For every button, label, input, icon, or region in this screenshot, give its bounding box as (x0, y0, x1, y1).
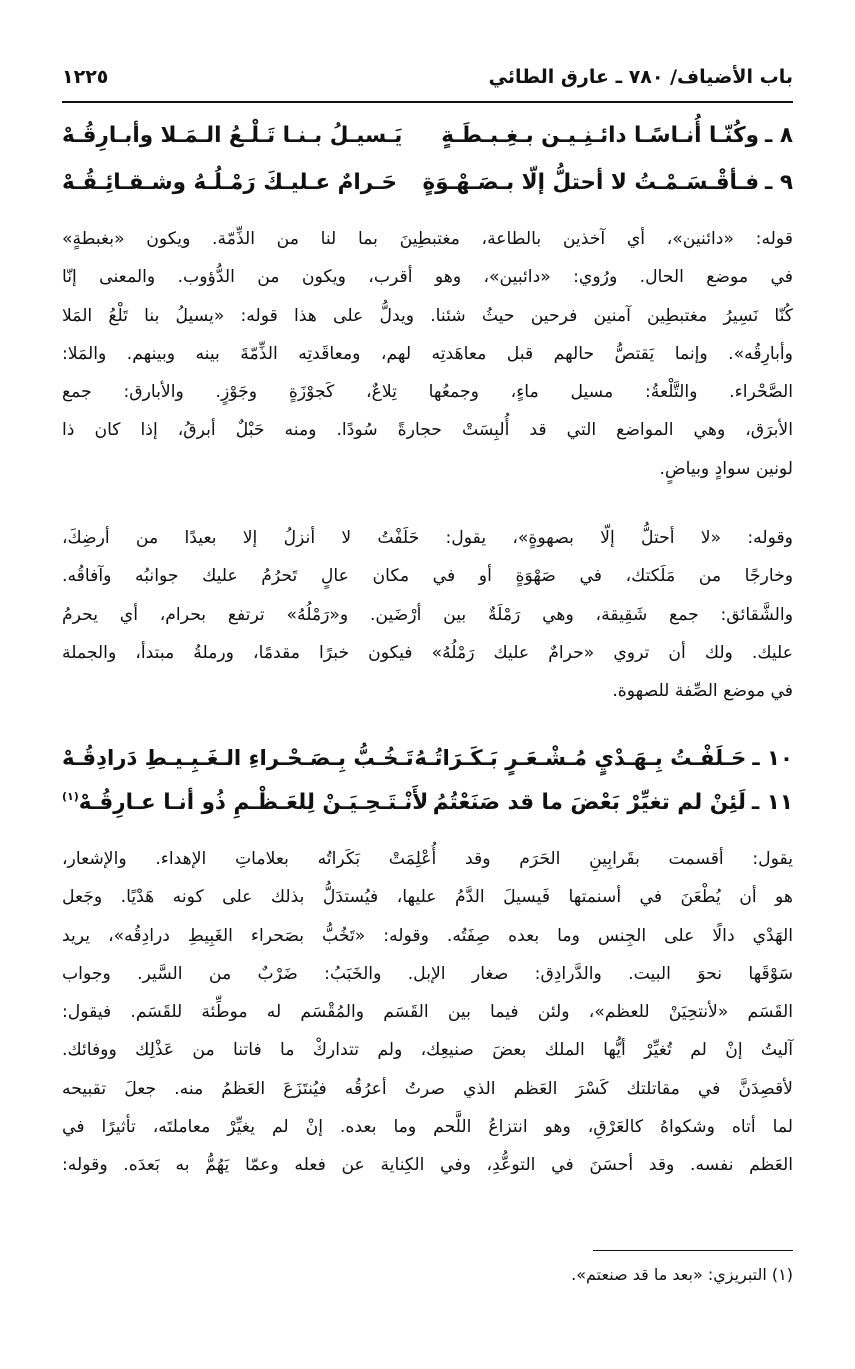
text-line: في موضع الصِّفة للصهوة. (612, 681, 793, 702)
commentary-paragraph (62, 519, 793, 710)
text-line: عليك. ولك أن تروي «حرامٌ عليك رَمْلُهُ» فيكون خبرًا مقدمًا، ورملةُ مبتدأ، والجملة (62, 642, 793, 663)
running-header (62, 60, 793, 94)
footnote-rule (593, 1250, 793, 1251)
text-line: وأبارِقُه». وإنما يَقتصُّ حالهم قبل معاهَدتِه لهم، ومعاقَدتِه الذِّمّةَ بينه وبينهم. والمَلا: (62, 343, 793, 364)
verse-second-hemistich: حَـرامٌ عـليـكَ رَمْـلُـهُ وشـقـائِـقُـهْ (62, 169, 397, 195)
text-line: الأبرَق، وهي المواضع التي قد أُلبِسَتْ حجارةً سُودًا. ومنه حَبْلٌ أبرقُ، إذا كان ذا (62, 420, 793, 441)
verse-first-hemistich: ٩ ـ فـأقْـسَـمْـتُ لا أحتلُّ إلّا بـصَـهْـوَةٍ (422, 169, 793, 195)
text-line: هو أن يُطْعَنَ في أسنمتها فَيسيلَ الدَّمُ عليها، فيُستدَلُّ بذلك على كونه هَدْيًا. وجَعل (62, 887, 793, 908)
verse-second-hemistich: لأَنْـتَـحِـيَـنْ لِلعَـظْـمِ ذُو أنـا عـارِقُـهْ (١) (62, 789, 429, 815)
verse-line (62, 738, 793, 778)
text-line: في موضع الحال. ورُوي: «دائبين»، وهو أقرب، ويكون من الدُّؤوب. والمعنى إنّا (62, 267, 793, 288)
verse-line (62, 162, 793, 202)
header-rule (62, 101, 793, 103)
text-line: وقوله: «لا أحتلُّ إلّا بصهوةٍ»، يقول: حَلَفْتُ لا أنزلُ إلا بعيدًا من أرضِكَ، (62, 528, 793, 548)
verse-first-hemistich: ١١ ـ لَئِنْ لم تغيِّرْ بَعْضَ ما قد صَنَعْتُمُ (432, 789, 793, 815)
text-line: قوله: «دائنين»، أي آخذين بالطاعة، مغتبطِينَ بما لنا من الذِّمّة. ويكون «بغبطةٍ» (62, 229, 793, 249)
footnote: (١) التبريزي: «بعد ما قد صنعتم». (571, 1265, 793, 1284)
verse-first-hemistich: ٨ ـ وكُنّـا أُنـاسًـا دائـنِـيـن بـغِـبـطَـةٍ (441, 122, 793, 148)
text-line: العَظم نفسه. وقد أحسَنَ في التوعُّدِ، وفي الكِناية عن فعله وعمّا يَهُمُّ به بَعدَه. وقوله: (62, 1155, 793, 1176)
verse-second-hemistich: يَـسيـلُ بـنـا تَـلْـعُ الـمَـلا وأبـارِقُـهْ (62, 122, 403, 148)
verse-number: ٨ ـ (765, 122, 793, 148)
verse-number: ٩ ـ (765, 169, 793, 195)
text-line: لأقصِدَنَّ في مقاتلتك كَسْرَ العَظم الذي صرتُ أعرُقُه فيُنتَزَعَ العَظمُ منه. جعلَ تقبيحه (62, 1078, 793, 1099)
text-line: وخارجًا من مَلَكتك، في صَهْوَةٍ أو في مكان عالٍ تَحرُمُ عليك جوانبُه وآفاقُه. (62, 566, 793, 587)
text-line: آليتُ إنْ لم تُغيِّرْ أيُّها الملك بعضَ صنيعِك، ولم تتداركْ ما فاتنا من عَذْلِك ووفائك. (62, 1040, 793, 1061)
page-number: ١٢٢٥ (62, 66, 109, 88)
chapter-title: باب الأضياف/ ٧٨٠ ـ عارق الطائي (488, 66, 793, 88)
verse-second-hemistich: تَـخُـبُّ بِـصَـحْـراءِ الـغَـبِـيـطِ دَرادِقُـهْ (62, 745, 414, 771)
text-line: سَوْقَها نحوَ البيت. والدَّرادِق: صغار الإبل. والخَبَبُ: ضَرْبٌ من السَّير. وجواب (62, 963, 793, 984)
text-line: والشَّقائق: جمع شَقِيقة، وهي رَمْلَةٌ بين أرْضَين. و«رَمْلُهُ» ترتفع بحرام، أي يحرمُ (62, 604, 793, 625)
text-line: الصَّحْراء. والتَّلْعةُ: مسيل ماءٍ، وجمعُها تِلاعٌ، كَجوْزَةٍ وجَوْزٍ. والأبارق: جمع (62, 382, 793, 403)
text-line: يقول: أقسمت بقَرابِينِ الحَرَم وقد أُعْلِمَتْ بَكَراتُه بعلاماتِ الإهداء. والإشعار، (62, 849, 793, 869)
text-line: لونين سوادٍ وبياضٍ. (659, 458, 793, 479)
text-line: لما أتاه وشكواهُ كالعَرْقِ، وهو انتزاعُ اللَّحم وما بعده. إنْ لم يغيِّرْ معاملتَه، تأثيرًا في (62, 1117, 793, 1138)
text-line: كُنّا نَسِيرُ مغتبطِين آمنين فرحين حيثُ شئنا. ويدلُّ على هذا قوله: «يسيلُ بنا تَلْعُ المَلا (62, 305, 793, 326)
footnote-marker[interactable]: (١) (62, 789, 79, 803)
verse-number: ١١ ـ (751, 789, 793, 815)
text-line: القَسَم «لأنتحِيَنْ للعظم»، ولئن فيما بين القَسَم والمُقْسَم له موطِّئة للقَسَم. فيقول: (62, 1002, 793, 1023)
book-page (62, 0, 793, 1369)
verse-line (62, 115, 793, 155)
commentary-paragraph (62, 220, 793, 488)
verse-line (62, 782, 793, 822)
verse-number: ١٠ ـ (752, 745, 793, 771)
verse-first-hemistich: ١٠ ـ حَـلَفْـتُ بِـهَـدْيٍ مُـشْـعَـرٍ بَـكَـرَاتُـهُ (414, 745, 793, 771)
text-line: الهَدْي دالًا على الجِنس وما بعده صِفَتُه. وقوله: «تَخُبُّ بصَحراء الغَبِيطِ درادِقُه»، يريد (62, 925, 793, 946)
commentary-paragraph (62, 840, 793, 1185)
